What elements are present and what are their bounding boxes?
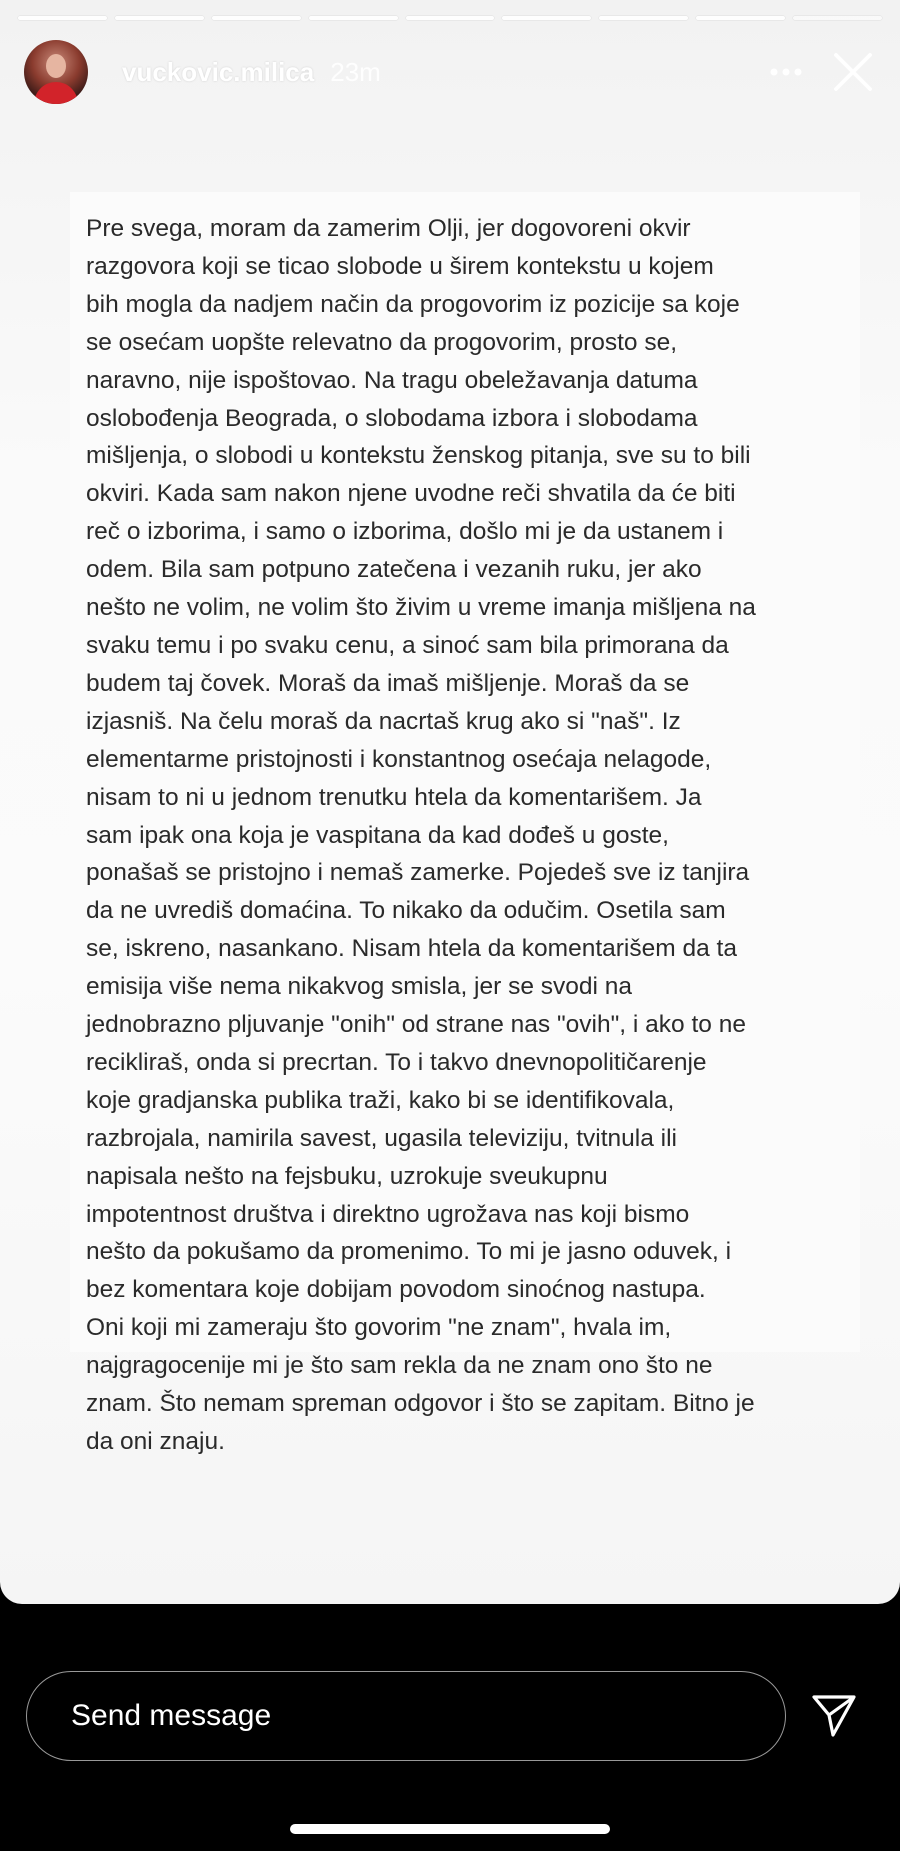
progress-segment-current <box>793 16 882 20</box>
home-indicator <box>290 1824 610 1834</box>
story-text: Pre svega, moram da zamerim Olji, jer dogovoreni okvir razgovora koji se ticao slobode u širem kontekstu u kojem bih mogla da nadjem način da progovorim iz pozicije sa koje se osećam uopšte relevatno da progovorim, prosto se, naravno, nije ispoštovao. Na tragu obeležavanja datuma oslobođenja Beograda, o slobodama izbora i slobodama mišljenja, o slobodi u kontekstu ženskog pitanja, sve su to bili okviri. Kada sam nakon njene uvodne reči shvatila da će biti reč o izborima, i samo o izborima, došlo mi je da ustanem i odem. Bila sam potpuno zatečena i vezanih ruku, jer ako nešto ne volim, ne volim što živim u vreme imanja mišljena na svaku temu i po svaku cenu, a sinoć sam bila primorana da budem taj čovek. Moraš da imaš mišljenje. Moraš da se izjasniš. Na čelu moraš da nacrtaš krug ako si "naš". Iz elementarme pristojnosti i konstantnog osećaja nelagode, nisam to ni u jednom trenutku htela da komentarišem. Ja sam ipak ona koja je vaspitana da kad dođeš u goste, ponašaš se pristojno i nemaš zamerke. Pojedeš sve iz tanjira da ne uvrediš domaćina. To nikako da odučim. Osetila sam se, iskreno, nasankano. Nisam htela da komentarišem da ta emisija više nema nikakvog smisla, jer se svodi na jednobrazno pljuvanje "onih" od strane nas "ovih", i ako to ne recikliraš, onda si precrtan. To i takvo dnevnopolitičarenje koje gradjanska publika traži, kako bi se identifikovala, razbrojala, namirila savest, ugasila televiziju, tvitnula ili napisala nešto na fejsbuku, uzrokuje sveukupnu impotentnost društva i direktno ugrožava nas koji bismo nešto da pokušamo da promenimo. To mi je jasno oduvek, i bez komentara koje dobijam povodom sinoćnog nastupa. Oni koji mi zameraju što govorim "ne znam", hvala im, najgragocenije mi je što sam rekla da ne znam ono što ne znam. Što nemam spreman odgovor i što se zapitam. Bitno je da oni znaju. <box>86 215 756 1455</box>
progress-segment <box>406 16 495 20</box>
timestamp: 23m <box>330 56 381 87</box>
message-input[interactable] <box>69 1698 753 1734</box>
username[interactable]: vuckovic.milica <box>122 56 315 87</box>
progress-segment <box>502 16 591 20</box>
progress-segment <box>115 16 204 20</box>
progress-segment <box>212 16 301 20</box>
send-message-field[interactable] <box>26 1671 786 1761</box>
story-header <box>24 36 876 108</box>
progress-segment <box>309 16 398 20</box>
story-progress-bar <box>18 16 882 20</box>
avatar[interactable] <box>24 40 88 104</box>
progress-segment <box>696 16 785 20</box>
progress-segment <box>18 16 107 20</box>
send-icon[interactable] <box>810 1693 858 1739</box>
progress-segment <box>599 16 688 20</box>
more-horizontal-icon[interactable] <box>766 52 806 92</box>
close-icon[interactable] <box>830 49 876 95</box>
